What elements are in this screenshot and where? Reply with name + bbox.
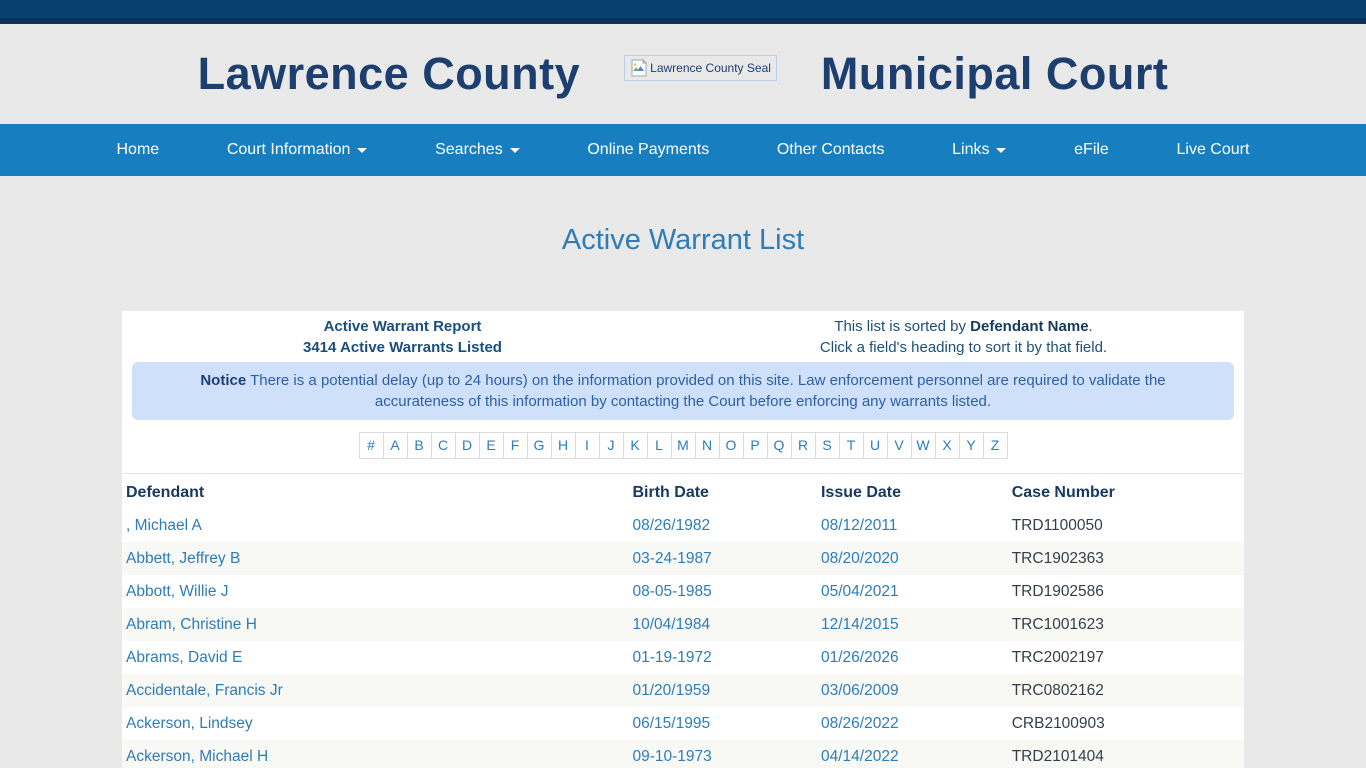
defendant-link[interactable]: , Michael A	[126, 516, 202, 534]
issue-date-link[interactable]: 05/04/2021	[820, 582, 899, 600]
alpha-page-r[interactable]: R	[791, 432, 816, 459]
main-nav	[0, 124, 1366, 176]
seal-alt-text: Lawrence County Seal	[650, 61, 771, 75]
alpha-page-a[interactable]: A	[383, 432, 408, 459]
notice-text: There is a potential delay (up to 24 hours) on the information provided on this site. Law enforcement personnel are required to validate the accurateness of this information by contacting the Court before enforcing any warrants listed.	[246, 372, 1166, 410]
nav-item-links[interactable]: Links	[952, 141, 1006, 159]
defendant-link[interactable]: Abram, Christine H	[126, 615, 257, 633]
sort-line: This list is sorted by Defendant Name.	[834, 318, 1093, 335]
table-row	[122, 641, 1244, 674]
nav-item-home[interactable]: Home	[116, 141, 160, 158]
alpha-page-m[interactable]: M	[671, 432, 696, 459]
birth-date-link[interactable]: 09-10-1973	[632, 747, 712, 765]
alpha-page-l[interactable]: L	[647, 432, 672, 459]
alpha-page-hash[interactable]: #	[359, 432, 384, 459]
notice-label: Notice	[200, 372, 247, 389]
notice-banner	[132, 362, 1234, 420]
site-header	[0, 24, 1366, 124]
alpha-page-g[interactable]: G	[527, 432, 552, 459]
birth-date-link[interactable]: 03-24-1987	[632, 549, 712, 567]
broken-image-icon	[630, 59, 647, 77]
caret-down-icon	[996, 148, 1006, 153]
report-title: Active Warrant Report	[323, 318, 482, 335]
alpha-page-i[interactable]: I	[575, 432, 600, 459]
county-seal-broken-image	[624, 55, 777, 81]
issue-date-link[interactable]: 01/26/2026	[820, 648, 899, 666]
defendant-link[interactable]: Abrams, David E	[126, 648, 243, 666]
case-number: CRB2100903	[1011, 714, 1105, 732]
alpha-page-o[interactable]: O	[719, 432, 744, 459]
alpha-page-f[interactable]: F	[503, 432, 528, 459]
alpha-page-n[interactable]: N	[695, 432, 720, 459]
issue-date-link[interactable]: 12/14/2015	[820, 615, 899, 633]
sort-field: Defendant Name	[970, 318, 1089, 335]
alpha-page-w[interactable]: W	[911, 432, 936, 459]
table-row	[122, 608, 1244, 641]
case-number: TRD1100050	[1011, 516, 1103, 534]
birth-date-link[interactable]: 06/15/1995	[632, 714, 711, 732]
site-title-right: Municipal Court	[820, 48, 1169, 99]
alpha-page-y[interactable]: Y	[959, 432, 984, 459]
column-header-birth-date[interactable]: Birth Date	[632, 484, 709, 501]
defendant-link[interactable]: Abbott, Willie J	[126, 582, 229, 600]
defendant-link[interactable]: Abbett, Jeffrey B	[126, 549, 241, 567]
site-title-left: Lawrence County	[197, 48, 581, 99]
nav-item-efile[interactable]: eFile	[1074, 141, 1109, 158]
column-header-issue-date[interactable]: Issue Date	[820, 484, 902, 501]
issue-date-link[interactable]: 04/14/2022	[820, 747, 899, 765]
table-header-row	[122, 474, 1244, 510]
alpha-page-k[interactable]: K	[623, 432, 648, 459]
nav-item-live-court[interactable]: Live Court	[1176, 141, 1250, 158]
alpha-page-v[interactable]: V	[887, 432, 912, 459]
case-number: TRD2101404	[1011, 747, 1104, 765]
table-row	[122, 740, 1244, 768]
report-header	[122, 316, 1244, 358]
report-count: 3414 Active Warrants Listed	[303, 339, 502, 356]
defendant-link[interactable]: Ackerson, Michael H	[126, 747, 269, 765]
alpha-page-j[interactable]: J	[599, 432, 624, 459]
nav-item-court-information[interactable]: Court Information	[227, 141, 368, 159]
birth-date-link[interactable]: 01-19-1972	[632, 648, 712, 666]
column-header-case-number[interactable]: Case Number	[1011, 484, 1115, 501]
alpha-page-s[interactable]: S	[815, 432, 840, 459]
alpha-page-p[interactable]: P	[743, 432, 768, 459]
nav-item-other-contacts[interactable]: Other Contacts	[776, 141, 885, 158]
alpha-page-b[interactable]: B	[407, 432, 432, 459]
sort-hint: Click a field's heading to sort it by that field.	[819, 339, 1108, 356]
alpha-page-x[interactable]: X	[935, 432, 960, 459]
nav-item-online-payments[interactable]: Online Payments	[587, 141, 710, 158]
top-bar	[0, 0, 1366, 24]
case-number: TRC0802162	[1011, 681, 1104, 699]
case-number: TRC1902363	[1011, 549, 1104, 567]
table-row	[122, 707, 1244, 740]
alpha-page-u[interactable]: U	[863, 432, 888, 459]
defendant-link[interactable]: Ackerson, Lindsey	[126, 714, 253, 732]
report-summary	[122, 316, 683, 358]
caret-down-icon	[510, 148, 520, 153]
warrant-list-card	[122, 311, 1244, 768]
table-row	[122, 674, 1244, 707]
warrant-table	[122, 473, 1244, 768]
sort-info	[683, 316, 1244, 358]
caret-down-icon	[357, 148, 367, 153]
issue-date-link[interactable]: 08/20/2020	[820, 549, 899, 567]
alpha-page-q[interactable]: Q	[767, 432, 792, 459]
issue-date-link[interactable]: 08/26/2022	[820, 714, 899, 732]
issue-date-link[interactable]: 03/06/2009	[820, 681, 899, 699]
alpha-page-z[interactable]: Z	[983, 432, 1008, 459]
table-row	[122, 575, 1244, 608]
column-header-defendant[interactable]: Defendant	[126, 484, 205, 501]
birth-date-link[interactable]: 10/04/1984	[632, 615, 711, 633]
alpha-page-c[interactable]: C	[431, 432, 456, 459]
alpha-page-t[interactable]: T	[839, 432, 864, 459]
alphabet-pagination	[122, 432, 1244, 459]
alpha-page-d[interactable]: D	[455, 432, 480, 459]
birth-date-link[interactable]: 08/26/1982	[632, 516, 711, 534]
table-row	[122, 542, 1244, 575]
page-title: Active Warrant List	[561, 224, 805, 256]
nav-item-searches[interactable]: Searches	[435, 141, 520, 159]
birth-date-link[interactable]: 01/20/1959	[632, 681, 711, 699]
case-number: TRD1902586	[1011, 582, 1104, 600]
issue-date-link[interactable]: 08/12/2011	[820, 516, 898, 534]
case-number: TRC2002197	[1011, 648, 1104, 666]
alpha-page-h[interactable]: H	[551, 432, 576, 459]
defendant-link[interactable]: Accidentale, Francis Jr	[126, 681, 283, 699]
case-number: TRC1001623	[1011, 615, 1104, 633]
table-row	[122, 509, 1244, 542]
main-content	[0, 222, 1366, 768]
birth-date-link[interactable]: 08-05-1985	[632, 582, 712, 600]
alpha-page-e[interactable]: E	[479, 432, 504, 459]
